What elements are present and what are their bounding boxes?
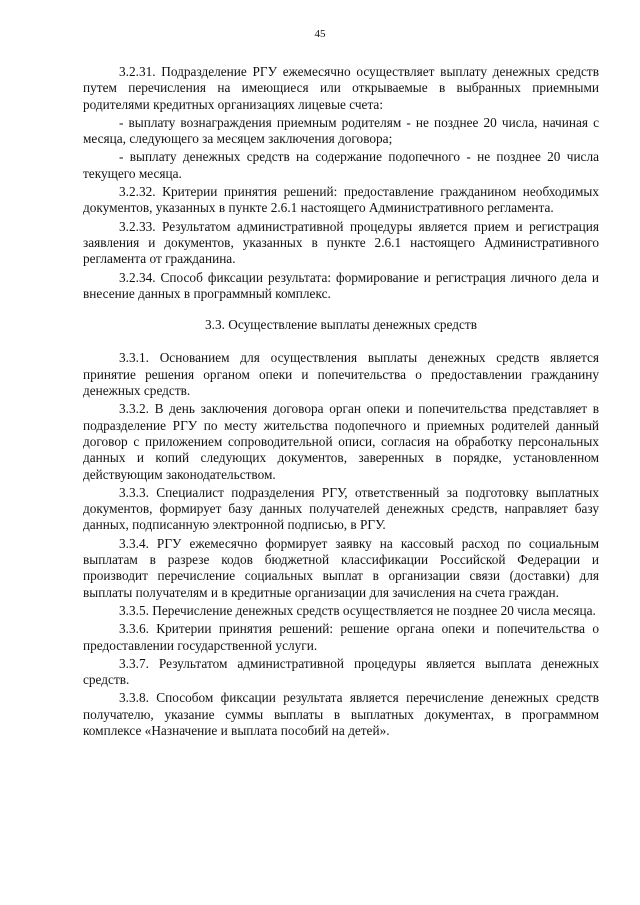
paragraph-3-2-33: 3.2.33. Результатом административной процедуры является прием и регистрация заявления и документов, указанных в пункте 2.6.1 настоящего Административного регламента от гражданина.: [83, 218, 599, 267]
paragraph-3-2-31: 3.2.31. Подразделение РГУ ежемесячно осуществляет выплату денежных средств путем перечисления на имеющиеся или открываемые в выбранных приемными родителями кредитных организациях лицевые счета:: [83, 64, 599, 112]
paragraph-3-3-3: 3.3.3. Специалист подразделения РГУ, ответственный за подготовку выплатных документов, формирует базу данных получателей денежных средств, направляет базу данных, подписанную электронной подписью, в РГУ.: [83, 484, 599, 533]
paragraph-3-3-5: 3.3.5. Перечисление денежных средств осуществляется не позднее 20 числа месяца.: [119, 602, 596, 618]
list-item-maintenance-payment: - выплату денежных средств на содержание подопечного - не позднее 20 числа текущего месяца.: [83, 149, 599, 181]
document-body: [83, 64, 599, 741]
paragraph-3-2-34: 3.2.34. Способ фиксации результата: формирование и регистрация личного дела и внесение данных в программный комплекс.: [83, 269, 599, 301]
paragraph-3-3-2: 3.3.2. В день заключения договора орган опеки и попечительства представляет в подразделение РГУ по месту жительства подопечного и приемных родителей данный договор с приложением сопроводительной описи, согласия на обработку персональных данных и копий следующих документов, заверенных в порядке, установленном действующим законодательством.: [83, 401, 599, 482]
paragraph-3-3-4: 3.3.4. РГУ ежемесячно формирует заявку на кассовый расход по социальным выплатам в разрезе кодов бюджетной классификации Российской Федерации и производит перечисление социальных выплат в организации связи (доставки) для выплаты получателям и в кредитные организации для зачисления на счета граждан.: [83, 535, 599, 600]
list-item-reward-payment: - выплату вознаграждения приемным родителям - не позднее 20 числа, начиная с месяца, следующего за месяцем заключения договора;: [83, 114, 599, 147]
section-heading-3-3: 3.3. Осуществление выплаты денежных средств: [204, 317, 478, 333]
paragraph-3-2-32: 3.2.32. Критерии принятия решений: предоставление гражданином необходимых документов, указанных в пункте 2.6.1 настоящего Административного регламента.: [83, 184, 599, 216]
paragraph-3-3-8: 3.3.8. Способом фиксации результата является перечисление денежных средств получателю, указание суммы выплаты в выплатных документах, в программном комплексе «Назначение и выплата пособий на детей».: [83, 690, 599, 738]
paragraph-3-3-1: 3.3.1. Основанием для осуществления выплаты денежных средств является принятие решения органом опеки и попечительства о предоставлении гражданину денежных средств.: [83, 350, 599, 399]
paragraph-3-3-7: 3.3.7. Результатом административной процедуры является выплата денежных средств.: [83, 655, 599, 688]
page-number: 45: [314, 28, 326, 40]
paragraph-3-3-6: 3.3.6. Критерии принятия решений: решение органа опеки и попечительства о предоставлении государственной услуги.: [83, 621, 599, 653]
